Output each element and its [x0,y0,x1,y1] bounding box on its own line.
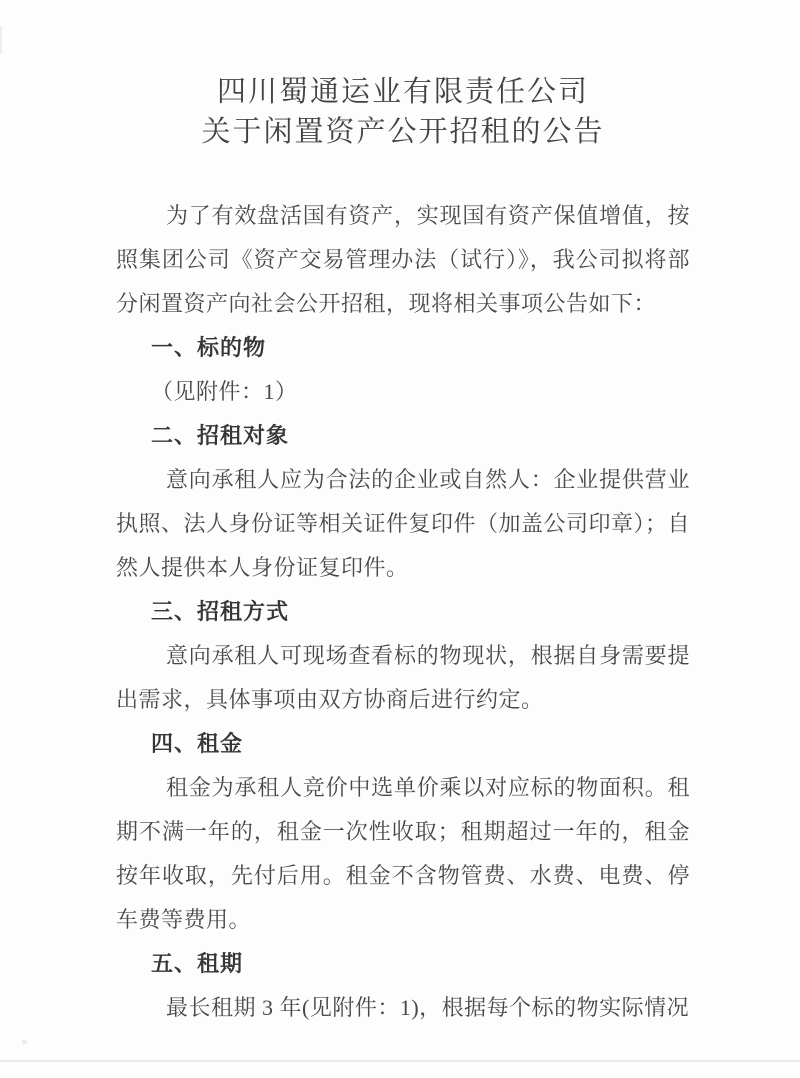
section-1-body: （见附件：1） [151,379,298,404]
scan-line-artifact [0,1060,800,1062]
section-5-body: 最长租期 3 年(见附件：1)，根据每个标的物实际情况 [166,995,690,1020]
section-1-heading: 一、标的物 [151,335,267,360]
section-4-heading: 四、租金 [151,731,244,756]
section-4 [116,722,690,942]
section-5 [116,942,690,1030]
section-2-body: 意向承租人应为合法的企业或自然人：企业提供营业执照、法人身份证等相关证件复印件（加盖公司印章）；自然人提供本人身份证复印件。 [116,467,691,580]
section-5-heading: 五、租期 [151,951,244,976]
section-1 [116,326,690,414]
document-content [116,72,690,1030]
section-3 [116,590,690,722]
document-title [116,72,690,152]
section-2 [116,414,690,590]
section-3-body: 意向承租人可现场查看标的物现状，根据自身需要提出需求，具体事项由双方协商后进行约定。 [116,643,690,712]
scan-speck [22,1040,27,1044]
section-3-heading: 三、招租方式 [151,599,290,624]
section-4-body: 租金为承租人竞价中选单价乘以对应标的物面积。租期不满一年的，租金一次性收取；租期超过一年的，租金按年收取，先付后用。租金不含物管费、水费、电费、停车费等费用。 [116,775,690,932]
section-2-heading: 二、招租对象 [151,423,290,448]
doc-title-line-2: 关于闲置资产公开招租的公告 [201,116,605,148]
scan-edge-artifact [0,26,2,54]
intro-paragraph: 为了有效盘活国有资产，实现国有资产保值增值，按照集团公司《资产交易管理办法（试行）》，我公司拟将部分闲置资产向社会公开招租，现将相关事项公告如下： [116,203,690,316]
doc-title-line-1: 四川蜀通运业有限责任公司 [216,76,589,108]
